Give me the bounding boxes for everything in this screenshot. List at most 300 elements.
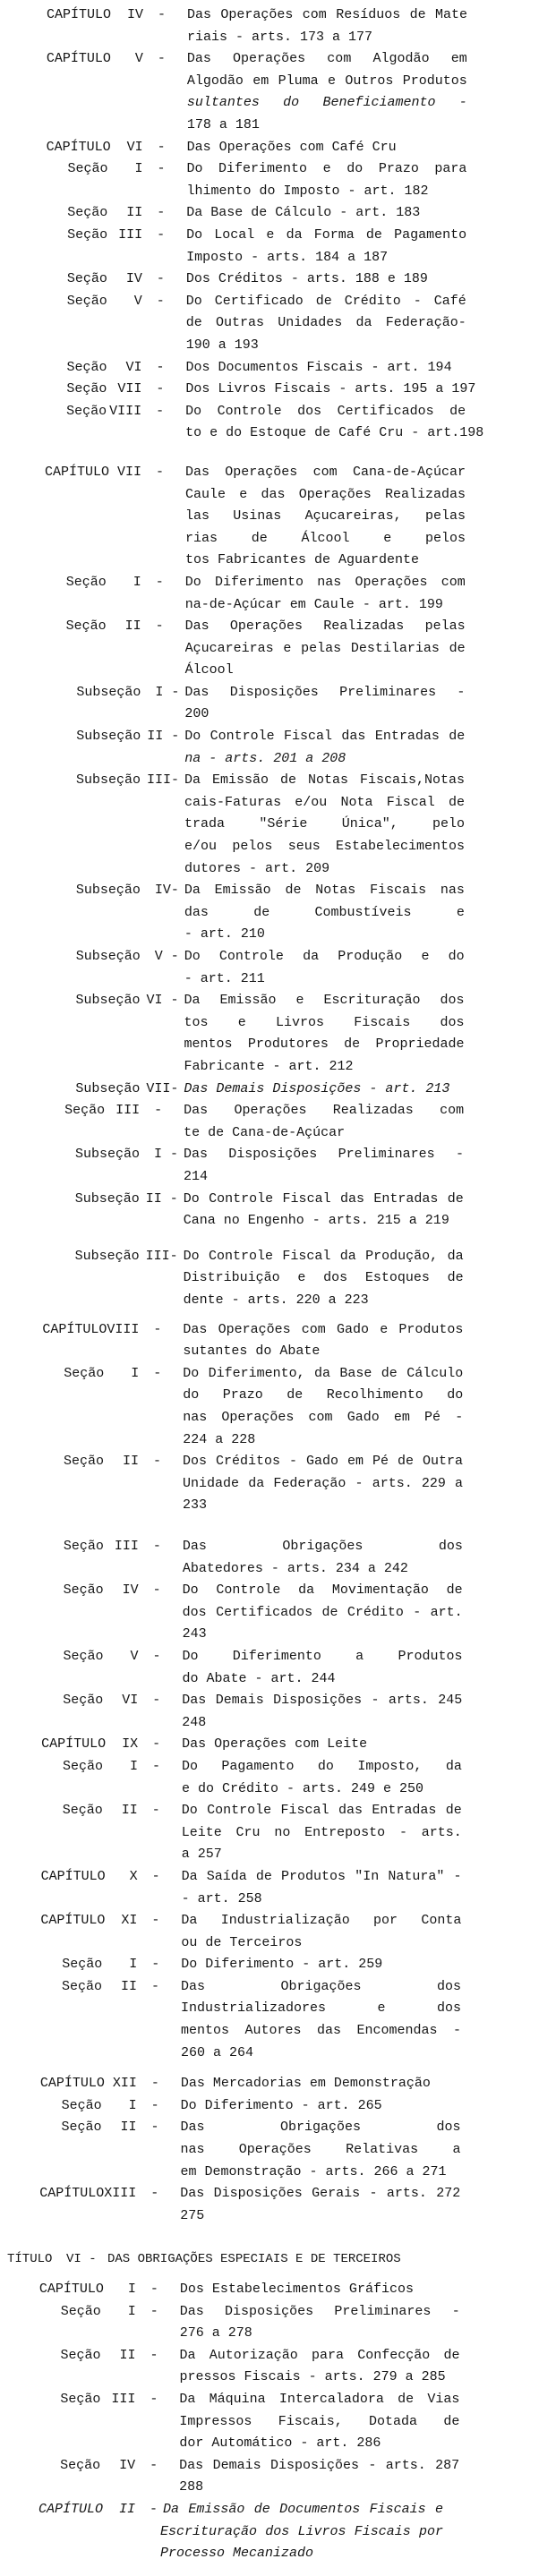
entry-title bbox=[181, 2073, 461, 2095]
toc-entry-cap bbox=[0, 1319, 556, 1363]
entry-title-line: Da Emissão de Notas Fiscais,Notas bbox=[184, 772, 466, 789]
entry-title-line: das de Combustíveis e bbox=[184, 904, 465, 920]
entry-dash: - bbox=[151, 1803, 160, 1819]
entry-title-line: tos e Livros Fiscais dos bbox=[184, 1014, 465, 1030]
entry-label: Subseção bbox=[76, 684, 141, 700]
entry-title-line: - art. 210 bbox=[184, 926, 265, 943]
entry-title-line: Dos Livros Fiscais - arts. 195 a 197 bbox=[185, 381, 476, 397]
entry-title-line: te de Cana-de-Açúcar bbox=[184, 1124, 346, 1140]
entry-title bbox=[184, 726, 465, 770]
entry-title-line: pressos Fiscais - arts. 279 a 285 bbox=[179, 2369, 446, 2385]
entry-title-line: e/ou pelos seus Estabelecimentos bbox=[184, 839, 466, 855]
entry-dash: - bbox=[152, 1538, 161, 1554]
entry-label: Seção bbox=[63, 1538, 104, 1554]
entry-label: Subseção bbox=[75, 949, 141, 965]
entry-title bbox=[181, 1954, 461, 1976]
entry-title-line: cais-Faturas e/ou Nota Fiscal de bbox=[184, 794, 466, 810]
entry-title-line: Do Diferimento e do Prazo para bbox=[186, 161, 467, 177]
entry-label: CAPÍTULO bbox=[46, 51, 111, 67]
toc-entry-sub bbox=[0, 1079, 556, 1101]
entry-dash: - bbox=[150, 2347, 158, 2363]
entry-number: I bbox=[131, 1365, 140, 1381]
entry-title bbox=[179, 2455, 459, 2499]
entry-title bbox=[184, 1144, 464, 1188]
entry-number: II bbox=[121, 1978, 138, 1994]
entry-title-line: 275 bbox=[180, 2207, 205, 2223]
entry-title bbox=[182, 1690, 462, 1734]
entry-title-line: Dos Estabelecimentos Gráficos bbox=[179, 2282, 414, 2298]
entry-number: II bbox=[124, 618, 141, 635]
toc-entry-sub bbox=[0, 770, 556, 880]
entry-number: II - bbox=[147, 729, 180, 745]
entry-title-line: sutantes do Abate bbox=[183, 1343, 321, 1360]
entry-label: Seção bbox=[60, 2392, 101, 2407]
toc-entry-cap bbox=[0, 462, 556, 572]
toc-entry-sub bbox=[0, 1246, 556, 1312]
entry-number: IX bbox=[122, 1736, 139, 1753]
toc-entry-sec bbox=[0, 2345, 556, 2389]
entry-title bbox=[182, 1756, 462, 1800]
entry-number: I bbox=[128, 2097, 137, 2113]
entry-title-line: mentos Produtores de Propriedade bbox=[184, 1036, 465, 1053]
entry-dash: - bbox=[157, 161, 166, 177]
entry-title-line: Imposto - arts. 184 a 187 bbox=[186, 249, 389, 265]
entry-number: IV bbox=[122, 1582, 139, 1599]
entry-label: Subseção bbox=[76, 772, 141, 789]
toc-entry-sec bbox=[0, 1800, 556, 1866]
entry-number: II bbox=[123, 1454, 140, 1470]
toc-entry-sec bbox=[0, 401, 556, 445]
toc-entry-sec bbox=[0, 1580, 556, 1646]
entry-dash: - bbox=[150, 2120, 159, 2136]
entry-title bbox=[181, 1976, 461, 2064]
entry-dash: - bbox=[150, 2457, 158, 2473]
entry-title-line: Do Diferimento nas Operações com bbox=[184, 574, 466, 590]
entry-title bbox=[187, 137, 467, 159]
entry-title bbox=[185, 462, 466, 572]
toc-entry-sub bbox=[0, 946, 556, 990]
entry-label: CAPÍTULO bbox=[38, 2282, 104, 2298]
entry-number: II bbox=[118, 2501, 135, 2517]
entry-dash: - bbox=[156, 381, 165, 397]
entry-dash: - bbox=[150, 2076, 159, 2092]
entry-dash: - bbox=[153, 1365, 162, 1381]
entry-title-line: Das Disposições Preliminares - bbox=[184, 684, 466, 700]
toc-entry-sec bbox=[0, 225, 556, 269]
entry-number: I bbox=[129, 1957, 138, 1973]
entry-title-line: Das Demais Disposições - art. 213 bbox=[184, 1080, 450, 1096]
entry-title-line: Das Operações com Cana-de-Açúcar bbox=[184, 464, 466, 480]
entry-title-line: Impressos Fiscais, Dotada de bbox=[179, 2413, 460, 2429]
entry-number: VI bbox=[125, 359, 142, 375]
entry-title-line: Distribuição e dos Estoques de bbox=[183, 1270, 464, 1286]
entry-title-line: 190 a 193 bbox=[185, 337, 259, 353]
entry-number: III bbox=[114, 1538, 139, 1554]
entry-title bbox=[184, 1100, 464, 1144]
entry-dash: - bbox=[157, 205, 166, 221]
entry-label: Subseção bbox=[75, 1080, 141, 1096]
toc-entry-sec bbox=[0, 357, 556, 380]
entry-title-line: Dos Documentos Fiscais - art. 194 bbox=[185, 359, 452, 375]
entry-number: V bbox=[133, 293, 142, 309]
entry-title-line: Das Operações Realizadas com bbox=[184, 1103, 465, 1119]
entry-number: VIII bbox=[107, 1321, 140, 1337]
entry-title-line: Do Pagamento do Imposto, da bbox=[181, 1758, 462, 1774]
entry-title-line: Das Operações com Gado e Produtos bbox=[183, 1321, 464, 1337]
entry-title-line: 233 bbox=[183, 1497, 208, 1514]
entry-number: VI bbox=[122, 1693, 139, 1709]
entry-number: IV bbox=[125, 271, 142, 287]
entry-number: VI bbox=[126, 139, 143, 155]
entry-number: I - bbox=[153, 1147, 178, 1163]
entry-title-line: DAS OBRIGAÇÕES ESPECIAIS E DE TERCEIROS bbox=[107, 2252, 401, 2267]
toc-entry-cap bbox=[0, 4, 556, 48]
entry-number: VI - bbox=[146, 993, 179, 1009]
entry-title-line: 224 a 228 bbox=[183, 1431, 256, 1447]
entry-title-line: do Prazo de Recolhimento do bbox=[183, 1387, 464, 1403]
entry-title bbox=[186, 357, 466, 380]
entry-label: Seção bbox=[66, 271, 107, 287]
toc-entry-sec bbox=[0, 2389, 556, 2455]
entry-title-line: las Usinas Açucareiras, pelas bbox=[184, 508, 466, 525]
entry-title bbox=[180, 2183, 460, 2227]
entry-title-line: Do Controle Fiscal das Entradas de bbox=[181, 1803, 462, 1819]
entry-dash: - bbox=[151, 1758, 160, 1774]
entry-dash: - bbox=[153, 1321, 162, 1337]
toc-entry-sec bbox=[0, 1756, 556, 1800]
entry-title-line: a 257 bbox=[181, 1847, 222, 1863]
entry-title bbox=[184, 770, 465, 880]
entry-title-line: riais - arts. 173 a 177 bbox=[187, 29, 373, 45]
entry-title bbox=[184, 1079, 464, 1101]
entry-number: I bbox=[133, 574, 141, 590]
entry-title bbox=[185, 401, 484, 445]
entry-title-line: na-de-Açúcar em Caule - art. 199 bbox=[184, 596, 443, 612]
entry-number: III- bbox=[147, 772, 180, 789]
entry-number: V bbox=[130, 1648, 139, 1664]
entry-title-line: nas Operações com Gado em Pé - bbox=[183, 1409, 464, 1425]
entry-label: CAPÍTULO bbox=[39, 2076, 105, 2092]
entry-title bbox=[183, 1536, 463, 1580]
entry-label: Seção bbox=[65, 618, 107, 635]
entry-label: CAPÍTULO bbox=[38, 2501, 104, 2517]
entry-dash: - bbox=[150, 2097, 159, 2113]
entry-number: VII bbox=[117, 381, 142, 397]
entry-label: CAPÍTULO bbox=[47, 7, 112, 22]
entry-title-line: Caule e das Operações Realizadas bbox=[184, 486, 466, 502]
entry-title-line: nas Operações Relativas a bbox=[180, 2142, 461, 2158]
entry-label: CAPÍTULO bbox=[46, 139, 111, 155]
entry-title-line: Das Obrigações dos bbox=[181, 1978, 462, 1994]
entry-title-line: Da Saída de Produtos "In Natura" - bbox=[181, 1868, 462, 1884]
entry-dash: - bbox=[150, 2392, 158, 2407]
entry-number: V - bbox=[154, 949, 179, 965]
entry-title-line: Das Demais Disposições - arts. 245 bbox=[182, 1693, 463, 1709]
entry-dash: - bbox=[156, 271, 165, 287]
entry-dash: - bbox=[156, 403, 165, 419]
entry-title-line: Do Controle Fiscal das Entradas de bbox=[183, 1190, 464, 1207]
entry-label: Seção bbox=[66, 403, 107, 419]
entry-title bbox=[185, 572, 466, 616]
toc-entry-sec bbox=[0, 1976, 556, 2064]
toc-entry-sec bbox=[0, 572, 556, 616]
entry-label: Seção bbox=[61, 2097, 102, 2113]
toc-entry-sec bbox=[0, 1451, 556, 1517]
entry-title-line: Da Emissão de Notas Fiscais nas bbox=[184, 883, 465, 899]
entry-dash: - bbox=[158, 7, 167, 22]
entry-dash: - bbox=[157, 139, 166, 155]
entry-title-line: Dos Créditos - Gado em Pé de Outra bbox=[183, 1454, 464, 1470]
table-of-contents bbox=[0, 4, 556, 2565]
entry-number: II bbox=[120, 2120, 137, 2136]
entry-label: Seção bbox=[64, 1365, 105, 1381]
entry-title-line: tos Fabricantes de Aguardente bbox=[184, 552, 420, 568]
toc-entry-cap bbox=[0, 1910, 556, 1954]
entry-title bbox=[184, 990, 465, 1078]
toc-entry-sub bbox=[0, 880, 556, 946]
entry-dash: - bbox=[151, 1913, 160, 1929]
entry-number: VI - bbox=[66, 2252, 97, 2267]
entry-title bbox=[183, 1363, 463, 1451]
entry-label: TÍTULO bbox=[7, 2252, 53, 2267]
toc-entry-cap bbox=[0, 2073, 556, 2095]
entry-dash: - bbox=[152, 1693, 161, 1709]
entry-number: VII bbox=[116, 464, 141, 480]
entry-title-line: - art. 211 bbox=[184, 970, 265, 986]
entry-title-line: Unidade da Federação - arts. 229 a bbox=[183, 1475, 464, 1491]
toc-entry-sub bbox=[0, 1189, 556, 1233]
entry-title-line: Das Operações com Algodão em bbox=[186, 51, 467, 67]
entry-title-line: Da Base de Cálculo - art. 183 bbox=[186, 205, 421, 221]
entry-label: Seção bbox=[63, 1582, 104, 1599]
entry-label: Seção bbox=[67, 226, 108, 243]
entry-title bbox=[185, 379, 476, 401]
entry-label: Seção bbox=[62, 1957, 103, 1973]
entry-dash: - bbox=[150, 2303, 158, 2319]
toc-entry-sub bbox=[0, 682, 556, 726]
entry-title-line: Das Operações com Café Cru bbox=[186, 139, 397, 155]
entry-title-line: 243 bbox=[182, 1626, 207, 1642]
entry-title bbox=[181, 2095, 461, 2118]
entry-title-line: Escrituração dos Livros Fiscais por bbox=[160, 2523, 443, 2539]
entry-title-line: Das Disposições Preliminares - bbox=[183, 1147, 464, 1163]
entry-title-line: Das Disposições Preliminares - bbox=[179, 2303, 460, 2319]
entry-dash: - bbox=[156, 359, 165, 375]
entry-label: Subseção bbox=[75, 993, 141, 1009]
entry-title bbox=[182, 1734, 462, 1756]
entry-title-line: Da Máquina Intercaladora de Vias bbox=[179, 2392, 460, 2407]
entry-number: XII bbox=[112, 2076, 137, 2092]
entry-title-line: sultantes do Beneficiamento - bbox=[186, 95, 467, 111]
entry-dash: - bbox=[155, 464, 164, 480]
entry-label: Seção bbox=[66, 359, 107, 375]
entry-title-line: Do Certificado de Crédito - Café bbox=[185, 293, 466, 309]
entry-title-line: Do Diferimento - art. 265 bbox=[180, 2097, 382, 2113]
entry-number: III bbox=[111, 2392, 136, 2407]
entry-dash: - bbox=[151, 1957, 160, 1973]
entry-number: IV bbox=[126, 7, 143, 22]
toc-entry-cap bbox=[0, 2499, 556, 2565]
entry-dash: - bbox=[151, 1868, 160, 1884]
entry-title-line: Álcool bbox=[184, 662, 234, 678]
entry-label: CAPÍTULO bbox=[44, 464, 109, 480]
toc-entry-sec bbox=[0, 1536, 556, 1580]
entry-title bbox=[186, 202, 466, 225]
entry-title-line: Algodão em Pluma e Outros Produtos bbox=[186, 73, 467, 89]
entry-number: V bbox=[134, 51, 143, 67]
entry-label: Seção bbox=[63, 1693, 104, 1709]
toc-entry-sec bbox=[0, 2301, 556, 2345]
entry-label: Seção bbox=[64, 1103, 106, 1119]
entry-title-line: 260 a 264 bbox=[181, 2044, 254, 2060]
entry-title-line: ou de Terceiros bbox=[181, 1934, 303, 1950]
entry-title-line: Do Local e da Forma de Pagamento bbox=[186, 226, 467, 243]
toc-entry-sec bbox=[0, 158, 556, 202]
entry-title-line: dos Certificados de Crédito - art. bbox=[182, 1604, 463, 1620]
toc-entry-sec bbox=[0, 1690, 556, 1734]
entry-title-line: Industrializadores e dos bbox=[181, 2000, 462, 2017]
entry-title-line: Do Diferimento, da Base de Cálculo bbox=[183, 1365, 464, 1381]
entry-title-line: rias de Álcool e pelos bbox=[184, 530, 466, 546]
toc-entry-sec bbox=[0, 1363, 556, 1451]
entry-label: Subseção bbox=[76, 729, 141, 745]
toc-entry-sec bbox=[0, 1646, 556, 1690]
entry-title bbox=[160, 2499, 443, 2565]
entry-title-line: Dos Créditos - arts. 188 e 189 bbox=[185, 271, 428, 287]
entry-title bbox=[183, 1451, 463, 1517]
entry-label: CAPÍTULO bbox=[39, 2186, 105, 2202]
entry-number: VIII bbox=[109, 403, 142, 419]
entry-title-line: dor Automático - art. 286 bbox=[179, 2435, 381, 2452]
entry-title-line: Fabricante - art. 212 bbox=[184, 1059, 354, 1075]
entry-title-line: Da Industrialização por Conta bbox=[181, 1913, 462, 1929]
entry-title-line: Do Controle dos Certificados de bbox=[185, 403, 466, 419]
entry-title-line: e do Crédito - arts. 249 e 250 bbox=[181, 1780, 423, 1796]
entry-title-line: 200 bbox=[184, 706, 210, 722]
entry-title bbox=[107, 2248, 537, 2271]
toc-entry-sec bbox=[0, 291, 556, 357]
entry-number: I bbox=[129, 1758, 138, 1774]
entry-dash: - bbox=[152, 1736, 161, 1753]
entry-label: Seção bbox=[61, 2120, 102, 2136]
toc-entry-sub bbox=[0, 1144, 556, 1188]
entry-number: II - bbox=[145, 1190, 178, 1207]
entry-title bbox=[179, 2389, 459, 2455]
entry-title bbox=[184, 1189, 464, 1233]
toc-entry-sec bbox=[0, 616, 556, 682]
entry-label: Seção bbox=[67, 161, 108, 177]
entry-title bbox=[186, 269, 466, 291]
entry-number: I - bbox=[155, 684, 180, 700]
toc-entry-titulo bbox=[0, 2248, 556, 2271]
entry-title bbox=[186, 291, 466, 357]
entry-title bbox=[180, 2117, 460, 2183]
entry-title-line: 248 bbox=[182, 1714, 207, 1730]
entry-dash: - bbox=[152, 1648, 161, 1664]
entry-title-line: Do Controle da Produção e do bbox=[184, 949, 465, 965]
entry-title bbox=[183, 1580, 463, 1646]
entry-label: Seção bbox=[62, 1758, 103, 1774]
toc-entry-sub bbox=[0, 990, 556, 1078]
entry-title bbox=[184, 682, 465, 726]
entry-dash: - bbox=[154, 1103, 163, 1119]
entry-label: Seção bbox=[60, 2347, 101, 2363]
entry-title-line: 276 a 278 bbox=[179, 2325, 252, 2341]
entry-title-line: Das Obrigações dos bbox=[182, 1538, 463, 1554]
toc-entry-sec bbox=[0, 1954, 556, 1976]
entry-dash: - bbox=[155, 574, 164, 590]
entry-title bbox=[180, 2279, 460, 2301]
entry-label: Seção bbox=[62, 1803, 103, 1819]
entry-title bbox=[187, 48, 467, 136]
entry-title-line: do Abate - art. 244 bbox=[182, 1670, 336, 1686]
entry-title bbox=[180, 2301, 460, 2345]
entry-title bbox=[187, 4, 467, 48]
entry-title bbox=[182, 1800, 462, 1866]
entry-dash: - bbox=[150, 2501, 158, 2517]
entry-label: Seção bbox=[60, 2303, 101, 2319]
entry-title bbox=[186, 225, 466, 269]
entry-label: Seção bbox=[63, 1648, 104, 1664]
entry-title-line: Das Obrigações dos bbox=[180, 2120, 461, 2136]
entry-title-line: dutores - art. 209 bbox=[184, 860, 330, 876]
toc-entry-sec bbox=[0, 269, 556, 291]
entry-title-line: Açucareiras e pelas Destilarias de bbox=[184, 640, 466, 656]
entry-title bbox=[185, 616, 466, 682]
entry-label: Seção bbox=[60, 2457, 101, 2473]
entry-title-line: Cana no Engenho - arts. 215 a 219 bbox=[183, 1213, 449, 1229]
entry-dash: - bbox=[157, 51, 166, 67]
entry-title-line: 214 bbox=[183, 1169, 208, 1185]
entry-title-line: 178 a 181 bbox=[186, 116, 260, 132]
entry-label: Seção bbox=[66, 293, 107, 309]
entry-title-line: dente - arts. 220 a 223 bbox=[183, 1292, 369, 1308]
entry-label: CAPÍTULO bbox=[40, 1913, 106, 1929]
entry-number: VII- bbox=[146, 1080, 179, 1096]
entry-title-line: Abatedores - arts. 234 a 242 bbox=[182, 1560, 408, 1576]
entry-label: CAPÍTULO bbox=[42, 1321, 107, 1337]
entry-title bbox=[184, 1246, 464, 1312]
entry-title bbox=[182, 1646, 462, 1690]
entry-title-line: trada "Série Única", pelo bbox=[184, 816, 466, 832]
entry-label: Seção bbox=[66, 381, 107, 397]
entry-title bbox=[184, 946, 465, 990]
entry-dash: - bbox=[151, 1978, 160, 1994]
entry-number: III bbox=[115, 1103, 141, 1119]
entry-title-line: Do Controle Fiscal das Entradas de bbox=[184, 729, 466, 745]
entry-dash: - bbox=[150, 2282, 158, 2298]
entry-title bbox=[180, 2345, 460, 2389]
entry-title-line: to e do Estoque de Café Cru - art.198 bbox=[185, 425, 484, 441]
toc-entry-sec bbox=[0, 379, 556, 401]
entry-dash: - bbox=[156, 293, 165, 309]
entry-title-line: Das Operações Realizadas pelas bbox=[184, 618, 466, 635]
entry-number: III- bbox=[145, 1248, 178, 1264]
entry-title-line: Da Emissão de Documentos Fiscais e bbox=[163, 2501, 443, 2517]
entry-dash: - bbox=[155, 618, 164, 635]
entry-label: CAPÍTULO bbox=[41, 1736, 107, 1753]
entry-title-line: Das Operações com Resíduos de Mate bbox=[187, 7, 467, 22]
entry-dash: - bbox=[152, 1582, 161, 1599]
entry-title-line: de Outras Unidades da Federação- bbox=[185, 315, 466, 331]
toc-entry-cap bbox=[0, 2183, 556, 2227]
entry-label: Seção bbox=[65, 574, 107, 590]
entry-title-line: Da Autorização para Confecção de bbox=[179, 2347, 460, 2363]
toc-entry-cap bbox=[0, 1866, 556, 1910]
toc-entry-sec bbox=[0, 202, 556, 225]
entry-title-line: Do Diferimento a Produtos bbox=[182, 1648, 463, 1664]
entry-title bbox=[182, 1866, 462, 1910]
